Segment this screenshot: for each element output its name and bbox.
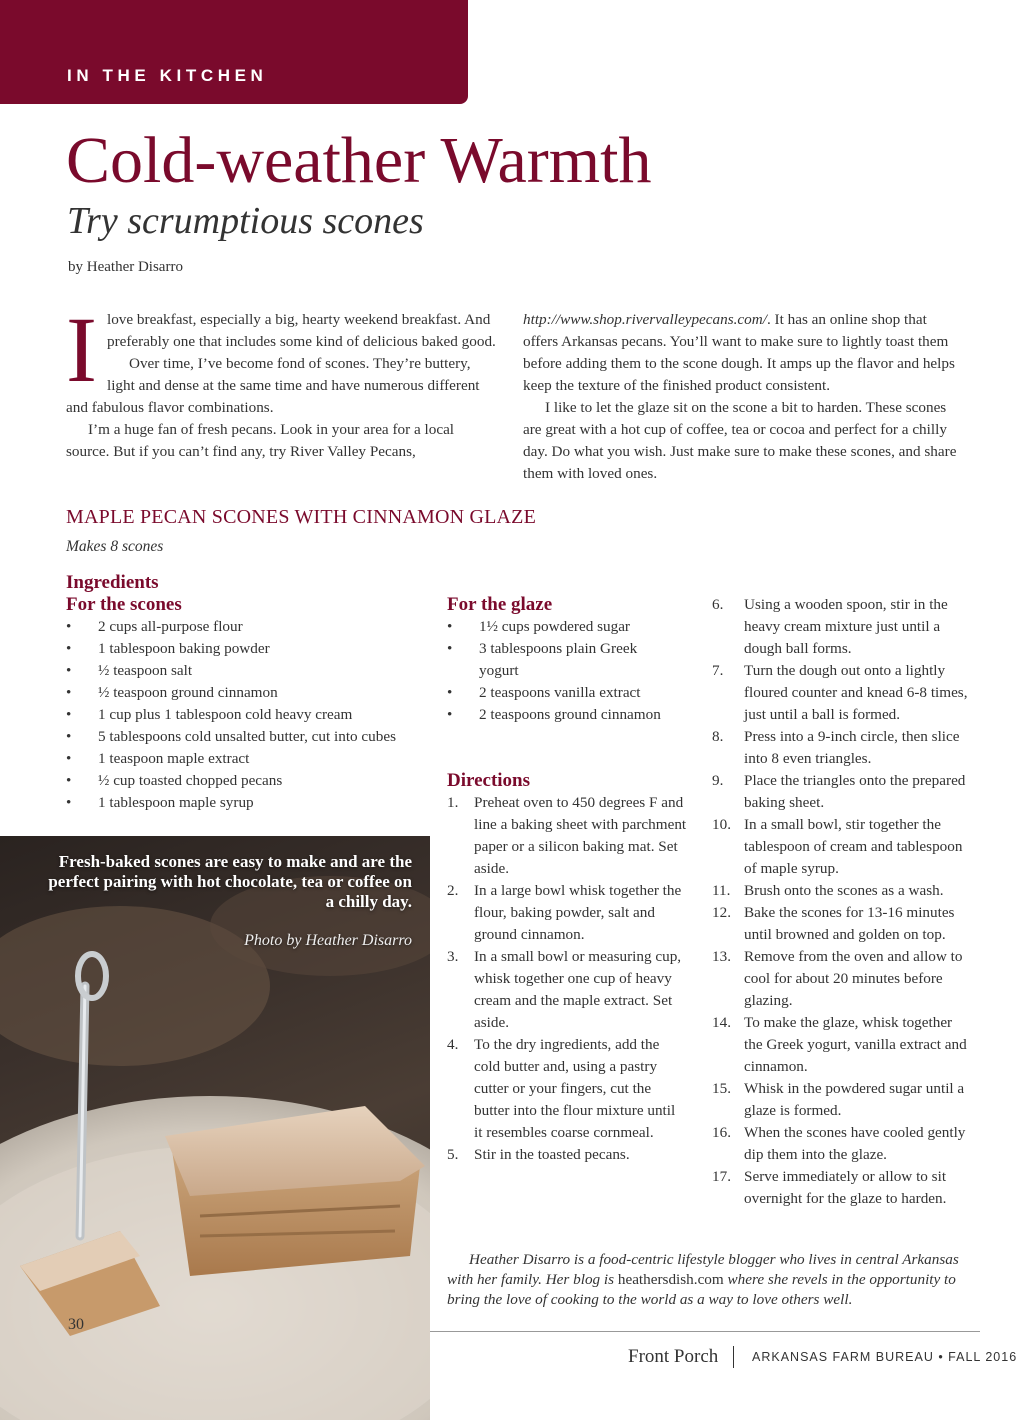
step-number: 5. [447,1146,459,1163]
step-text: Preheat oven to 450 degrees F and line a baking sheet with parchment paper or a silicon baking mat. Set aside. [474,794,687,877]
ingredient-item: • 1 tablespoon maple syrup [66,792,446,814]
intro-column-2 [523,309,963,485]
scone-photo [0,836,430,1420]
ingredient-item: • ½ teaspoon salt [66,660,446,682]
blog-link[interactable]: heathersdish.com [617,1271,724,1288]
intro-text: love breakfast, especially a big, hearty weekend breakfast. And preferably one that includes some kind of delicious baked good. [106,311,496,350]
step-number: 14. [712,1014,731,1031]
step-number: 4. [447,1036,459,1053]
step-text: Press into a 9-inch circle, then slice into 8 even triangles. [744,728,960,767]
direction-step [447,792,687,880]
article-title: Cold-weather Warmth [66,124,652,197]
scone-photo-illustration [0,836,430,1420]
pecan-shop-link[interactable]: http://www.shop.rivervalleypecans.com/ [523,311,767,328]
step-text: Bake the scones for 13-16 minutes until browned and golden on top. [744,904,955,943]
direction-step [712,726,972,770]
step-text: In a small bowl, stir together the tablespoon of cream and tablespoon of maple syrup. [744,816,963,877]
page-number: 30 [68,1316,84,1333]
direction-step [712,1122,972,1166]
photo-caption: Fresh-baked scones are easy to make and are the perfect pairing with hot chocolate, tea or coffee on a chilly day. [48,852,412,911]
ingredient-item: • ½ teaspoon ground cinnamon [66,682,446,704]
drop-cap: I [66,299,97,402]
direction-step [447,1034,687,1144]
ingredient-item: • 1 teaspoon maple extract [66,748,446,770]
step-number: 7. [712,662,724,679]
step-number: 3. [447,948,459,965]
intro-paragraph: I’m a huge fan of fresh pecans. Look in your area for a local source. But if you can’t find any, try River Valley Pecans, [66,421,455,460]
directions-list [447,792,687,1166]
direction-step [712,770,972,814]
directions-list [712,594,972,1210]
scones-heading: For the scones [66,594,182,615]
footer-publication: Front Porch [628,1346,719,1367]
direction-step [447,1144,687,1166]
direction-step [712,594,972,660]
step-text: To make the glaze, whisk together the Greek yogurt, vanilla extract and cinnamon. [744,1014,967,1075]
direction-step [712,880,972,902]
glaze-ingredient-list [447,616,677,726]
direction-step [712,1012,972,1078]
ingredient-item: • ½ cup toasted chopped pecans [66,770,446,792]
ingredients-scones [66,572,446,814]
ingredient-item: • 3 tablespoons plain Greek yogurt [447,638,677,682]
direction-step [447,880,687,946]
ingredient-item: • 2 teaspoons vanilla extract [447,682,677,704]
ingredient-item: • 2 cups all-purpose flour [66,616,446,638]
scones-ingredient-list [66,616,446,814]
step-text: Place the triangles onto the prepared baking sheet. [744,772,966,811]
direction-step [712,814,972,880]
step-text: Serve immediately or allow to sit overnight for the glaze to harden. [744,1168,947,1207]
footer-issue: ARKANSAS FARM BUREAU • FALL 2016 [752,1350,1018,1364]
step-text: Using a wooden spoon, stir in the heavy cream mixture just until a dough ball forms. [744,596,948,657]
direction-step [712,1166,972,1210]
step-text: Brush onto the scones as a wash. [744,882,944,899]
intro-paragraph [523,309,963,397]
ingredient-item: • 1 tablespoon baking powder [66,638,446,660]
section-banner [0,0,468,104]
intro-paragraph: I like to let the glaze sit on the scone a bit to harden. These scones are great with a hot cup of coffee, tea or cocoa and perfect for a chilly day. Do what you wish. Just make sure to make these scones, and share them with loved ones. [523,399,957,482]
step-text: Turn the dough out onto a lightly floured counter and knead 6-8 times, just until a ball is formed. [744,662,968,723]
step-text: Remove from the oven and allow to cool for about 20 minutes before glazing. [744,948,963,1009]
bio-text: Heather Disarro is a food-centric lifestyle blogger who lives in central Arkansas with her family. Her blog is [447,1251,959,1288]
recipe-yield: Makes 8 scones [66,538,164,555]
step-number: 2. [447,882,459,899]
step-number: 10. [712,816,731,833]
direction-step [712,1078,972,1122]
directions-part-2 [712,594,972,1210]
step-number: 1. [447,794,459,811]
step-number: 17. [712,1168,731,1185]
article-subtitle: Try scrumptious scones [67,200,424,242]
section-label: IN THE KITCHEN [67,66,268,85]
intro-paragraph: Over time, I’ve become fond of scones. They’re buttery, light and dense at the same time and have numerous different and fabulous flavor combinations. [66,355,480,416]
direction-step [712,902,972,946]
step-number: 6. [712,596,724,613]
author-bio [447,1250,987,1310]
step-text: In a small bowl or measuring cup, whisk together one cup of heavy cream and the maple extract. Set aside. [474,948,682,1031]
footer-divider [430,1331,980,1332]
direction-step [712,946,972,1012]
step-number: 8. [712,728,724,745]
byline: by Heather Disarro [68,259,183,275]
glaze-heading: For the glaze [447,594,553,615]
ingredients-glaze [447,594,677,726]
footer-separator [733,1346,734,1368]
step-text: When the scones have cooled gently dip them into the glaze. [744,1124,966,1163]
step-number: 12. [712,904,731,921]
bio-text: where she revels in the opportunity to bring the love of cooking to the world as a way to love others well. [447,1271,956,1308]
directions-heading: Directions [447,770,531,791]
step-number: 11. [712,882,731,899]
step-text: Stir in the toasted pecans. [474,1146,630,1163]
directions-part-1 [447,770,687,1166]
direction-step [447,946,687,1034]
step-text: Whisk in the powdered sugar until a glaze is formed. [744,1080,965,1119]
intro-column-1 [66,299,496,463]
step-number: 9. [712,772,724,789]
step-number: 16. [712,1124,731,1141]
step-number: 13. [712,948,731,965]
step-text: In a large bowl whisk together the flour, baking powder, salt and ground cinnamon. [474,882,682,943]
recipe-title: MAPLE PECAN SCONES WITH CINNAMON GLAZE [66,506,537,528]
step-text: To the dry ingredients, add the cold butter and, using a pastry cutter or your fingers, cut the butter into the flour mixture until it resembles coarse cornmeal. [474,1036,676,1141]
step-number: 15. [712,1080,731,1097]
direction-step [712,660,972,726]
ingredient-item: • 2 teaspoons ground cinnamon [447,704,677,726]
ingredients-heading: Ingredients [66,572,159,593]
ingredient-item: • 1 cup plus 1 tablespoon cold heavy cream [66,704,446,726]
intro-text: . It has an online shop that offers Arkansas pecans. You’ll want to make sure to lightly toast them before adding them to the scone dough. It amps up the flavor and helps keep the texture of the finished product consistent. [523,311,955,394]
photo-credit: Photo by Heather Disarro [244,932,412,949]
ingredient-item: • 5 tablespoons cold unsalted butter, cut into cubes [66,726,446,748]
ingredient-item: • 1½ cups powdered sugar [447,616,677,638]
